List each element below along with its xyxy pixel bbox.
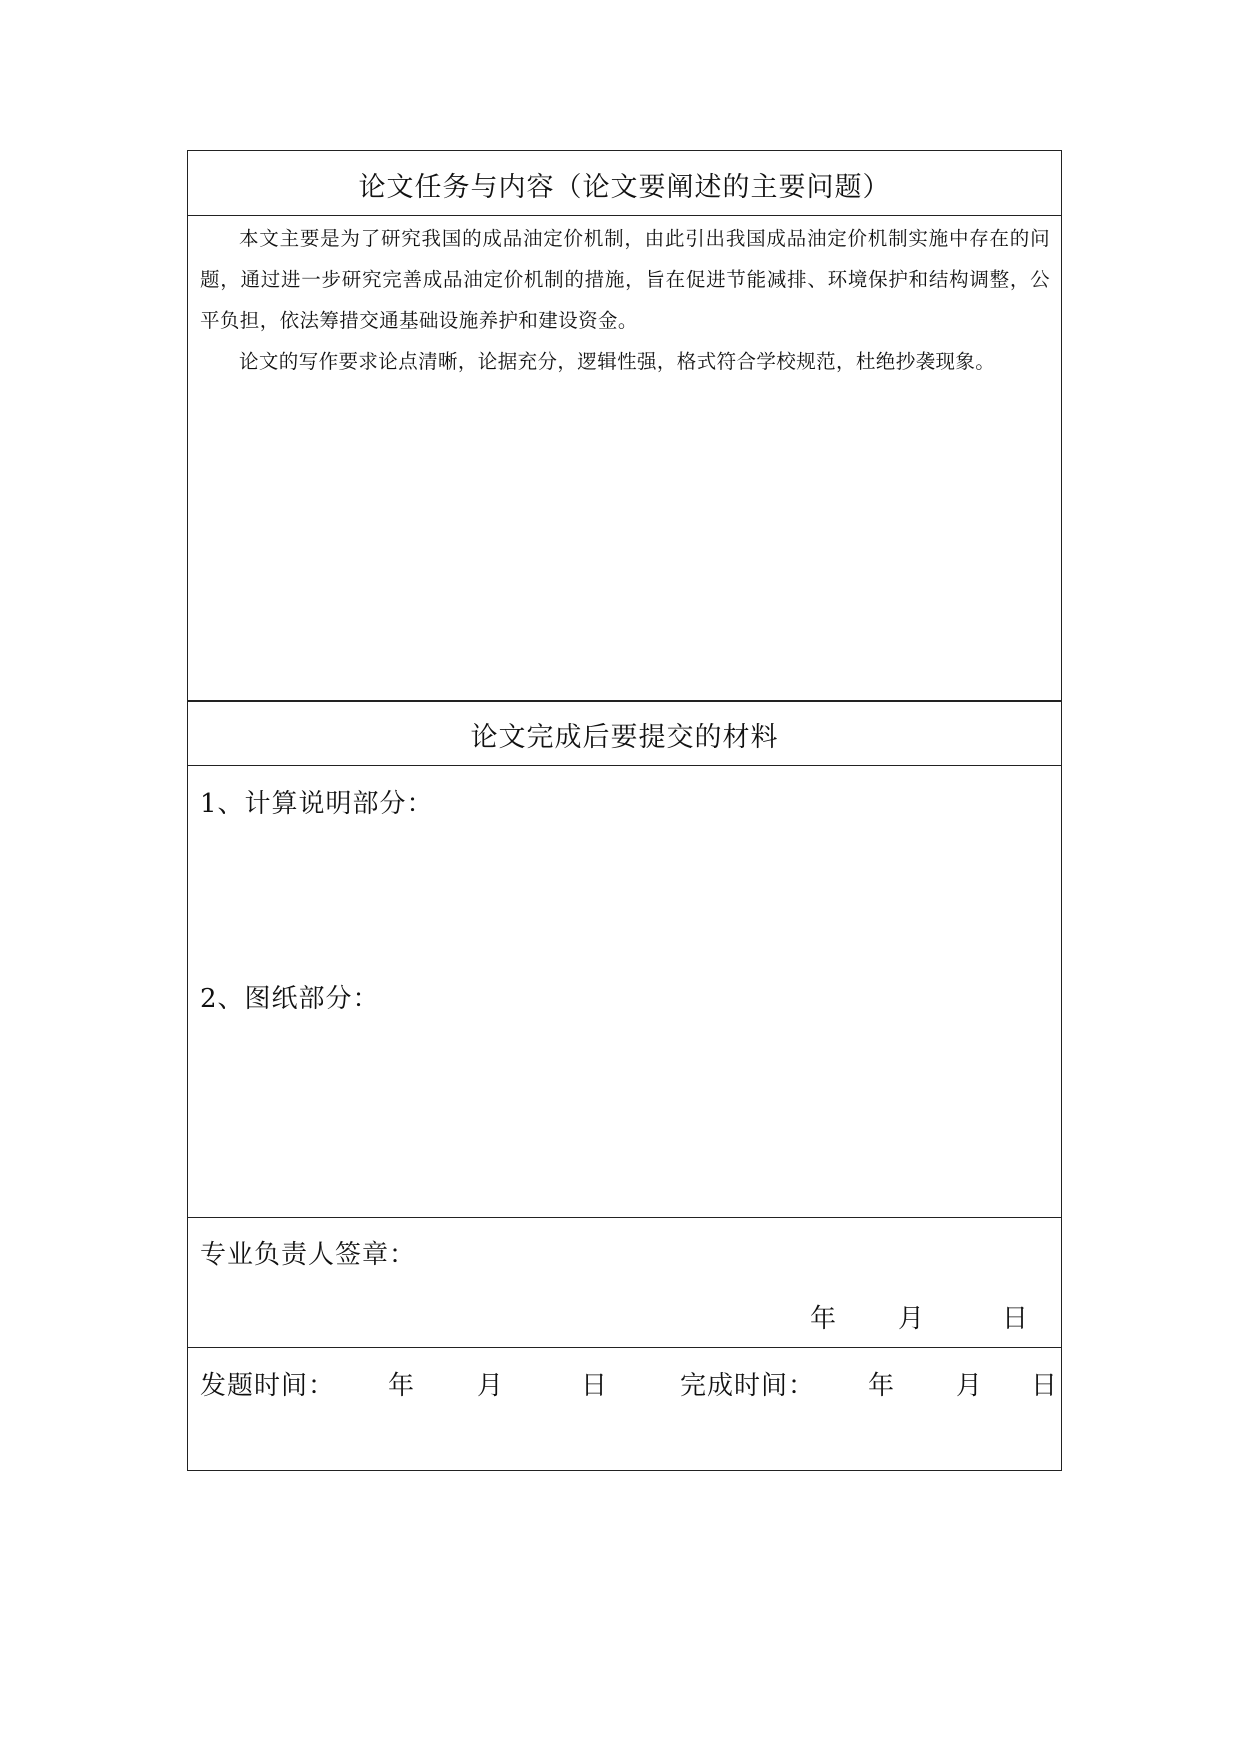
task-content-heading: 论文任务与内容（论文要阐述的主要问题） bbox=[358, 172, 891, 203]
drawings-section-label: 2、图纸部分： bbox=[200, 984, 380, 1014]
divider bbox=[188, 1347, 1061, 1348]
divider bbox=[188, 1217, 1061, 1218]
completion-day: 日 bbox=[1031, 1371, 1059, 1401]
signature-day: 日 bbox=[1002, 1304, 1030, 1334]
signature-year: 年 bbox=[810, 1304, 838, 1334]
issue-month: 月 bbox=[477, 1371, 505, 1401]
divider bbox=[188, 765, 1061, 766]
completion-year: 年 bbox=[868, 1371, 896, 1401]
signature-month: 月 bbox=[898, 1304, 926, 1334]
materials-heading: 论文完成后要提交的材料 bbox=[470, 722, 779, 753]
issue-day: 日 bbox=[581, 1371, 609, 1401]
calculation-section-label: 1、计算说明部分： bbox=[200, 789, 434, 819]
thesis-task-form bbox=[187, 150, 1062, 1471]
divider bbox=[188, 215, 1061, 216]
issue-year: 年 bbox=[388, 1371, 416, 1401]
director-signature-label: 专业负责人签章： bbox=[200, 1240, 417, 1270]
completion-date-label: 完成时间： bbox=[680, 1371, 816, 1401]
divider bbox=[188, 700, 1061, 702]
task-paragraph-2: 论文的写作要求论点清晰，论据充分，逻辑性强，格式符合学校规范，杜绝抄袭现象。 bbox=[239, 350, 996, 373]
task-paragraph-1: 本文主要是为了研究我国的成品油定价机制，由此引出我国成品油定价机制实施中存在的问题，通过进一步研究完善成品油定价机制的措施，旨在促进节能减排、环境保护和结构调整，公平负担，依法筹措交通基础设施养护和建设资金。 bbox=[200, 227, 1050, 332]
completion-month: 月 bbox=[956, 1371, 984, 1401]
issue-date-label: 发题时间： bbox=[200, 1371, 336, 1401]
